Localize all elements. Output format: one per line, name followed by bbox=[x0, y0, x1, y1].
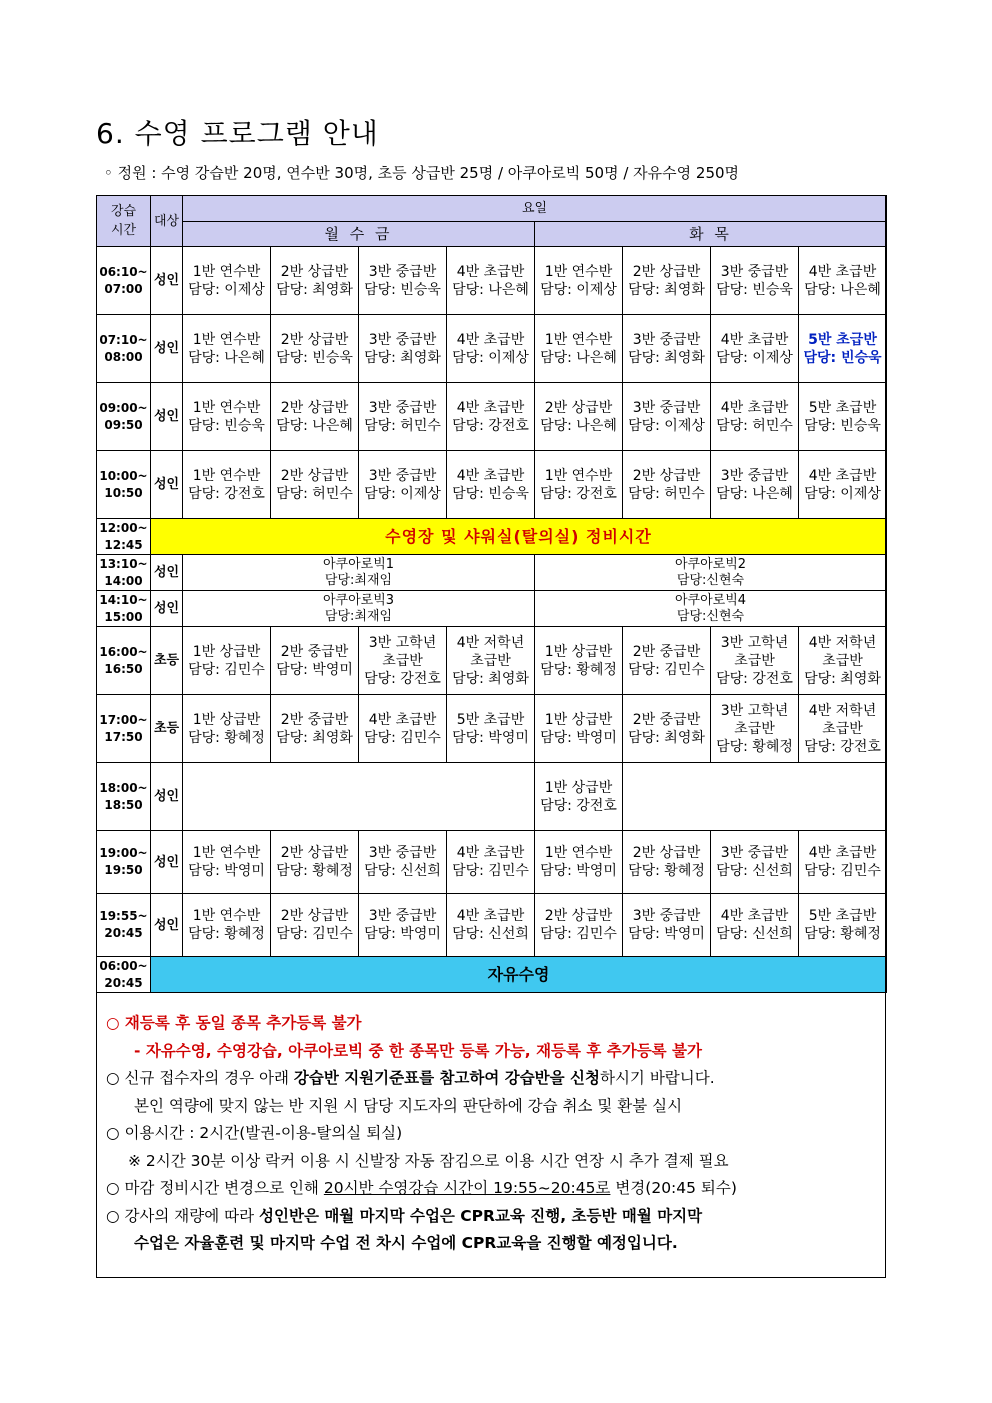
cell-line: 06:10~ bbox=[99, 264, 148, 279]
cell-line: 2반 상급반 bbox=[544, 399, 613, 416]
cell-line: 담당: 최영화 bbox=[364, 349, 441, 366]
cell-line: 1반 상급반 bbox=[192, 711, 261, 728]
cell-line: 2반 상급반 bbox=[280, 331, 349, 348]
cell-line: 4반 저학년 bbox=[808, 702, 877, 719]
cell-line: 담당: 나은혜 bbox=[804, 281, 881, 298]
cell-line: 3반 중급반 bbox=[368, 399, 437, 416]
cell-line: 1반 상급반 bbox=[544, 711, 613, 728]
target-group: 성인 bbox=[151, 383, 183, 451]
cell-line: 20:45 bbox=[104, 926, 143, 940]
cell-line: 3반 중급반 bbox=[368, 845, 437, 861]
cell-line: 1반 연수반 bbox=[544, 263, 613, 280]
cell-line: 담당: 이제상 bbox=[804, 485, 881, 502]
cell-line: 담당: 나은혜 bbox=[188, 349, 265, 366]
header-day: 요일 bbox=[183, 196, 887, 222]
cell-line: 4반 초급반 bbox=[456, 263, 525, 280]
cell-line: 4반 초급반 bbox=[808, 845, 877, 861]
cell-line: 13:10~ bbox=[99, 556, 148, 571]
cell-line: 담당: 박영미 bbox=[540, 729, 617, 746]
cell-line: 4반 초급반 bbox=[456, 399, 525, 416]
cell-line: 18:50 bbox=[104, 797, 143, 812]
cell-line: 담당: 최영화 bbox=[276, 281, 353, 298]
cell-line: 3반 고학년 bbox=[368, 634, 437, 651]
header-tue-thu: 화 목 bbox=[535, 222, 887, 247]
cell-line: 4반 초급반 bbox=[808, 263, 877, 280]
cell-line: 2반 상급반 bbox=[280, 845, 349, 861]
cell-line: 담당: 황혜정 bbox=[188, 926, 265, 942]
cell-line: 담당: 빈승욱 bbox=[188, 417, 265, 434]
cell-line: 12:00~ bbox=[99, 520, 148, 535]
cell-line: 10:00~ bbox=[99, 468, 148, 483]
target-group: 초등 bbox=[151, 695, 183, 763]
cell-line: 담당: 빈승욱 bbox=[804, 417, 881, 434]
cell-line: 3반 중급반 bbox=[368, 467, 437, 484]
cell-line: 3반 고학년 bbox=[720, 634, 789, 651]
note-schedule-change bbox=[106, 1175, 876, 1203]
note-new-applicant bbox=[106, 1065, 876, 1093]
note-text: ○ 강사의 재량에 따라 bbox=[106, 1206, 260, 1225]
target-group: 성인 bbox=[151, 247, 183, 315]
cell-line: 3반 중급반 bbox=[368, 263, 437, 280]
cell-line: 담당: 허민수 bbox=[364, 417, 441, 434]
cell-line: 4반 저학년 bbox=[456, 634, 525, 651]
cell-line: 담당: 나은혜 bbox=[540, 417, 617, 434]
note-text-underlined: 20시반 수영강습 시간이 19:55~20:45로 bbox=[323, 1179, 611, 1197]
cell-line: 담당: 이제상 bbox=[452, 349, 529, 366]
cell-line: 07:00 bbox=[104, 281, 143, 296]
cell-line: 아쿠아로빅3 bbox=[322, 592, 395, 608]
cell-line: 1반 상급반 bbox=[544, 779, 613, 796]
cell-line: 담당: 빈승욱 bbox=[276, 349, 353, 366]
cell-line: 2반 상급반 bbox=[280, 467, 349, 484]
cell-line: 담당: 이제상 bbox=[188, 281, 265, 298]
cell-line: 담당: 박영미 bbox=[452, 729, 529, 746]
cell-line: 16:00~ bbox=[99, 644, 148, 659]
cell-line: 4반 초급반 bbox=[456, 845, 525, 861]
page-title: 6. 수영 프로그램 안내 bbox=[96, 117, 379, 150]
note-text-bold: 성인반은 매월 마지막 수업은 CPR교육 진행, 초등반 매월 마지막 bbox=[259, 1206, 703, 1225]
cell-line: 17:00~ bbox=[99, 712, 148, 727]
cell-line: 1반 연수반 bbox=[192, 908, 261, 924]
cell-line: 09:50 bbox=[104, 417, 143, 432]
note-text: ○ 마감 정비시간 변경으로 인해 bbox=[106, 1179, 324, 1197]
cell-line: 초급반 bbox=[734, 652, 775, 669]
cell-line: 담당: 황혜정 bbox=[276, 863, 353, 879]
cell-line: 2반 상급반 bbox=[632, 263, 701, 280]
note-cpr-detail: 수업은 자율훈련 및 마지막 수업 전 차시 수업에 CPR교육을 진행할 예정입니다. bbox=[134, 1234, 678, 1252]
cell-line: 1반 연수반 bbox=[544, 845, 613, 861]
cell-line: 아쿠아로빅1 bbox=[322, 556, 395, 572]
cell-line: 담당: 나은혜 bbox=[452, 281, 529, 298]
cell-line: 06:00~ bbox=[99, 958, 148, 973]
cell-line: 3반 중급반 bbox=[368, 331, 437, 348]
cell-line: 3반 중급반 bbox=[632, 331, 701, 348]
cell-line: 강습 bbox=[110, 204, 137, 219]
cell-line: 담당: 최영화 bbox=[452, 670, 529, 687]
cell-line: 담당: 강전호 bbox=[540, 485, 617, 502]
cell-line: 담당: 이제상 bbox=[364, 485, 441, 502]
cell-line: 담당: 나은혜 bbox=[540, 349, 617, 366]
cell-line: 12:45 bbox=[104, 537, 143, 552]
cell-line: 1반 상급반 bbox=[544, 643, 613, 660]
cell-line: 초급반 bbox=[382, 652, 423, 669]
cell-line: 19:55~ bbox=[99, 909, 148, 923]
cell-line: 담당: 빈승욱 bbox=[716, 281, 793, 298]
cell-line: 담당: 나은혜 bbox=[716, 485, 793, 502]
cell-line: 4반 초급반 bbox=[456, 331, 525, 348]
cell-line: 담당: 최영화 bbox=[628, 349, 705, 366]
cell-line: 3반 중급반 bbox=[720, 845, 789, 861]
cell-line: 담당: 강전호 bbox=[452, 417, 529, 434]
cell-line: 3반 고학년 bbox=[720, 702, 789, 719]
cell-line: 16:50 bbox=[104, 661, 143, 676]
cell-line: 담당: 허민수 bbox=[716, 417, 793, 434]
cell-line: 2반 상급반 bbox=[280, 263, 349, 280]
cell-line: 초급반 bbox=[734, 720, 775, 737]
cell-line: 4반 초급반 bbox=[720, 399, 789, 416]
cell-line: 2반 상급반 bbox=[632, 845, 701, 861]
maintenance-banner: 수영장 및 샤워실(탈의실) 정비시간 bbox=[151, 519, 887, 555]
cell-line: 담당:최재임 bbox=[324, 572, 393, 588]
cell-line: 3반 중급반 bbox=[632, 399, 701, 416]
note-usage-time: ○ 이용시간 : 2시간(발권-이용-탈의실 퇴실) bbox=[106, 1124, 403, 1142]
cell-line: 담당:신현숙 bbox=[676, 608, 745, 624]
cell-line: 담당: 허민수 bbox=[628, 485, 705, 502]
cell-line: 5반 초급반 bbox=[808, 908, 877, 924]
cell-line: 담당: 김민수 bbox=[188, 661, 265, 678]
note-text-bold: 강습반 지원기준표를 참고하여 강습반을 신청 bbox=[293, 1069, 600, 1087]
cell-line: 17:50 bbox=[104, 729, 143, 744]
cell-line: 1반 연수반 bbox=[544, 467, 613, 484]
cell-line: 1반 연수반 bbox=[192, 845, 261, 861]
cell-line: 담당: 박영미 bbox=[628, 926, 705, 942]
cell-line: 담당: 허민수 bbox=[276, 485, 353, 502]
cell-line: 초급반 bbox=[470, 652, 511, 669]
header-target: 대상 bbox=[151, 196, 183, 247]
cell-line: 담당: 최영화 bbox=[276, 729, 353, 746]
cell-line: 담당: 빈승욱 bbox=[364, 281, 441, 298]
cell-line: 담당:신현숙 bbox=[676, 572, 745, 588]
cell-line: 담당: 김민수 bbox=[452, 863, 529, 879]
cell-line: 시간 bbox=[110, 223, 137, 238]
note-text: ○ 신규 접수자의 경우 아래 bbox=[106, 1069, 294, 1087]
cell-line: 담당: 최영화 bbox=[628, 729, 705, 746]
note-text: 하시기 바랍니다. bbox=[599, 1069, 715, 1087]
target-group: 성인 bbox=[151, 451, 183, 519]
cell-line: 아쿠아로빅2 bbox=[674, 556, 747, 572]
cell-line: 담당: 강전호 bbox=[804, 738, 881, 755]
cell-line: 4반 초급반 bbox=[808, 467, 877, 484]
cell-line: 아쿠아로빅4 bbox=[674, 592, 747, 608]
cell-line: 18:00~ bbox=[99, 780, 148, 795]
cell-line: 20:45 bbox=[104, 975, 143, 990]
cell-line: 담당: 김민수 bbox=[804, 863, 881, 879]
cell-line: 2반 상급반 bbox=[280, 399, 349, 416]
cell-line: 4반 초급반 bbox=[456, 467, 525, 484]
cell-line: 담당: 나은혜 bbox=[276, 417, 353, 434]
cell-line: 담당: 빈승욱 bbox=[452, 485, 529, 502]
cell-line: 초급반 bbox=[822, 720, 863, 737]
cell-line: 2반 상급반 bbox=[544, 908, 613, 924]
cell-line: 14:10~ bbox=[99, 592, 148, 607]
cell-line: 07:10~ bbox=[99, 332, 148, 347]
cell-line: 담당: 신선희 bbox=[364, 863, 441, 879]
target-group: 성인 bbox=[151, 315, 183, 383]
cell-line: 4반 초급반 bbox=[368, 711, 437, 728]
cell-line: 19:00~ bbox=[99, 846, 148, 860]
header-mon-wed-fri: 월 수 금 bbox=[183, 222, 535, 247]
cell-line: 담당: 강전호 bbox=[540, 797, 617, 814]
cell-line: 담당: 이제상 bbox=[540, 281, 617, 298]
cell-line: 3반 중급반 bbox=[720, 467, 789, 484]
note-locker: ※ 2시간 30분 이상 락커 이용 시 신발장 자동 잠김으로 이용 시간 연장 시 추가 결제 필요 bbox=[128, 1151, 729, 1170]
cell-line: 담당: 이제상 bbox=[716, 349, 793, 366]
cell-line: 3반 중급반 bbox=[720, 263, 789, 280]
cell-line: 담당: 김민수 bbox=[628, 661, 705, 678]
target-group: 성인 bbox=[151, 894, 183, 957]
cell-line: 4반 초급반 bbox=[456, 908, 525, 924]
cell-line: 2반 중급반 bbox=[280, 711, 349, 728]
note-cpr bbox=[106, 1203, 876, 1231]
cell-line: 10:50 bbox=[104, 485, 143, 500]
cell-line: 09:00~ bbox=[99, 400, 148, 415]
note-reregister-detail: - 자유수영, 수영강습, 아쿠아로빅 중 한 종목만 등록 가능, 재등록 후 추가등록 불가 bbox=[134, 1041, 702, 1060]
cell-line: 1반 연수반 bbox=[192, 331, 261, 348]
cell-line: 1반 연수반 bbox=[192, 399, 261, 416]
cell-line: 2반 중급반 bbox=[280, 643, 349, 660]
cell-line: 5반 초급반 bbox=[456, 711, 525, 728]
cell-line: 담당: 황혜정 bbox=[540, 661, 617, 678]
cell-line: 1반 연수반 bbox=[192, 467, 261, 484]
cell-line: 담당: 신선희 bbox=[716, 926, 793, 942]
cell-line: 4반 초급반 bbox=[720, 331, 789, 348]
cell-line: 담당: 최영화 bbox=[804, 670, 881, 687]
cell-line: 08:00 bbox=[104, 349, 143, 364]
cell-line: 담당: 강전호 bbox=[188, 485, 265, 502]
cell-line: 담당: 신선희 bbox=[452, 926, 529, 942]
cell-line: 1반 연수반 bbox=[192, 263, 261, 280]
cell-line: 담당: 김민수 bbox=[540, 926, 617, 942]
target-group: 초등 bbox=[151, 627, 183, 695]
note-new-applicant-detail: 본인 역량에 맞지 않는 반 지원 시 담당 지도자의 판단하에 강습 취소 및 환불 실시 bbox=[134, 1096, 683, 1115]
cell-line: 15:00 bbox=[104, 609, 143, 624]
cell-line: 담당: 최영화 bbox=[628, 281, 705, 298]
cell-line: 담당: 박영미 bbox=[540, 863, 617, 879]
cell-line: 4반 초급반 bbox=[720, 908, 789, 924]
cell-line: 1반 상급반 bbox=[192, 643, 261, 660]
cell-line: 4반 저학년 bbox=[808, 634, 877, 651]
free-swim-banner: 자유수영 bbox=[151, 957, 887, 993]
cell-line: 담당: 강전호 bbox=[364, 670, 441, 687]
cell-line: 3반 중급반 bbox=[368, 908, 437, 924]
cell-line: 담당: 박영미 bbox=[364, 926, 441, 942]
cell-line: 2반 상급반 bbox=[280, 908, 349, 924]
target-group: 성인 bbox=[151, 555, 183, 591]
target-group: 성인 bbox=[151, 763, 183, 831]
cell-line: 초급반 bbox=[822, 652, 863, 669]
cell-line: 담당: 강전호 bbox=[716, 670, 793, 687]
target-group: 성인 bbox=[151, 831, 183, 894]
target-group: 성인 bbox=[151, 591, 183, 627]
cell-line: 14:00 bbox=[104, 573, 143, 588]
cell-line: 3반 중급반 bbox=[632, 908, 701, 924]
cell-line: 담당: 박영미 bbox=[188, 863, 265, 879]
cell-line: 5반 초급반 bbox=[808, 399, 877, 416]
note-text: 변경(20:45 퇴수) bbox=[610, 1179, 737, 1197]
cell-line: 담당: 황혜정 bbox=[188, 729, 265, 746]
cell-line: 담당: 박영미 bbox=[276, 661, 353, 678]
cell-line: 담당: 빈승욱 bbox=[803, 349, 882, 366]
cell-line: 담당: 황혜정 bbox=[804, 926, 881, 942]
notes-section bbox=[106, 1010, 876, 1258]
cell-line: 담당: 신선희 bbox=[716, 863, 793, 879]
cell-line: 담당: 김민수 bbox=[276, 926, 353, 942]
cell-line: 담당: 황혜정 bbox=[716, 738, 793, 755]
cell-line: 담당: 황혜정 bbox=[628, 863, 705, 879]
cell-line: 2반 중급반 bbox=[632, 711, 701, 728]
cell-line: 19:50 bbox=[104, 863, 143, 877]
cell-line: 담당: 이제상 bbox=[628, 417, 705, 434]
capacity-info: ◦ 정원 : 수영 강습반 20명, 연수반 30명, 초등 상급반 25명 / 아쿠아로빅 50명 / 자유수영 250명 bbox=[104, 164, 740, 182]
cell-line: 담당:최재임 bbox=[324, 608, 393, 624]
cell-line: 1반 연수반 bbox=[544, 331, 613, 348]
cell-line: 2반 상급반 bbox=[632, 467, 701, 484]
cell-line: 5반 초급반 bbox=[808, 331, 877, 348]
cell-line: 담당: 김민수 bbox=[364, 729, 441, 746]
note-reregister: ○ 재등록 후 동일 종목 추가등록 불가 bbox=[106, 1014, 362, 1032]
cell-line: 2반 중급반 bbox=[632, 643, 701, 660]
